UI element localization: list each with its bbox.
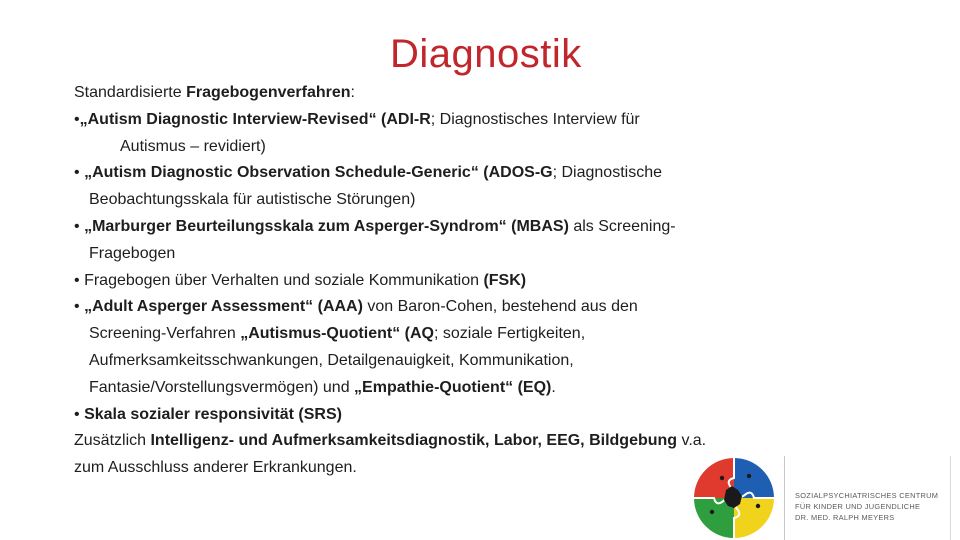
slide-title: Diagnostik — [390, 32, 582, 76]
item-bold: „Autism Diagnostic Interview-Revised“ (ADI-R — [79, 110, 431, 128]
item-text: Fragebogen über Verhalten und soziale Kommunikation — [84, 271, 484, 289]
item-text: ; Diagnostische — [552, 164, 662, 182]
footer-line — [74, 428, 804, 455]
bullet-icon: • — [74, 405, 80, 423]
bullet-icon: • — [74, 271, 80, 289]
list-item-continuation — [74, 348, 804, 375]
item-text: von Baron-Cohen, bestehend aus den — [362, 298, 638, 316]
list-item — [74, 294, 804, 321]
intro-line — [74, 80, 804, 107]
list-item-continuation — [74, 187, 804, 214]
intro-text: Standardisierte — [74, 84, 187, 101]
item-text: Fantasie/Vorstellungsvermögen) und — [89, 378, 355, 396]
bullet-icon: • — [74, 298, 80, 316]
logo-line: DR. MED. RALPH MEYERS — [795, 513, 895, 522]
item-bold: Skala sozialer responsivität (SRS) — [84, 405, 342, 423]
list-item-continuation — [74, 321, 804, 348]
item-bold: „Autismus-Quotient“ (AQ — [240, 325, 434, 343]
list-item — [74, 160, 804, 187]
list-item — [74, 402, 804, 429]
list-item — [74, 214, 804, 241]
item-text: ; Diagnostisches Interview für — [430, 110, 640, 128]
footer-bold: Intelligenz- und Aufmerksamkeitsdiagnostik, Labor, EEG, Bildgebung — [150, 432, 678, 450]
list-item — [74, 107, 804, 134]
item-bold: „Marburger Beurteilungsskala zum Asperger-Syndrom“ (MBAS) — [84, 217, 569, 235]
list-item-continuation — [74, 134, 804, 161]
logo-dot — [710, 510, 714, 514]
footer-text: v.a. — [677, 432, 707, 450]
logo-dot — [756, 504, 760, 508]
item-bold: (FSK) — [483, 271, 527, 289]
intro-bold: Fragebogenverfahren — [186, 84, 351, 101]
list-item-continuation — [74, 241, 804, 268]
logo-divider — [784, 456, 785, 540]
logo-blue-sector — [734, 458, 774, 498]
logo-dot — [720, 476, 724, 480]
bullet-icon: • — [74, 217, 80, 235]
item-bold: „Empathie-Quotient“ (EQ) — [354, 378, 552, 396]
item-text: Fragebogen — [89, 244, 176, 262]
intro-colon: : — [350, 84, 355, 101]
item-bold: „Autism Diagnostic Observation Schedule-Generic“ (ADOS-G — [84, 164, 553, 182]
item-text: Screening-Verfahren — [89, 325, 241, 343]
item-text: als Screening- — [568, 217, 676, 235]
puzzle-logo-icon — [692, 456, 776, 540]
bullet-icon: • — [74, 110, 80, 128]
logo-wordmark — [795, 490, 938, 523]
logo-line: FÜR KINDER UND JUGENDLICHE — [795, 502, 921, 511]
item-text: . — [551, 378, 556, 396]
item-text: Autismus – revidiert) — [120, 137, 266, 155]
bullet-icon: • — [74, 164, 80, 182]
list-item — [74, 268, 804, 295]
item-bold: „Adult Asperger Assessment“ (AAA) — [84, 298, 363, 316]
list-item-continuation — [74, 375, 804, 402]
item-text: Aufmerksamkeitsschwankungen, Detailgenauigkeit, Kommunikation, — [89, 351, 574, 369]
logo-dot — [747, 474, 751, 478]
logo-line: SOZIALPSYCHIATRISCHES CENTRUM — [795, 491, 939, 500]
item-text: Beobachtungsskala für autistische Störungen) — [89, 191, 416, 209]
slide-body — [74, 80, 804, 482]
footer-text: Zusätzlich — [74, 432, 151, 450]
footer-text: zum Ausschluss anderer Erkrankungen. — [74, 459, 357, 477]
edge-divider — [950, 456, 951, 540]
item-text: ; soziale Fertigkeiten, — [433, 325, 586, 343]
